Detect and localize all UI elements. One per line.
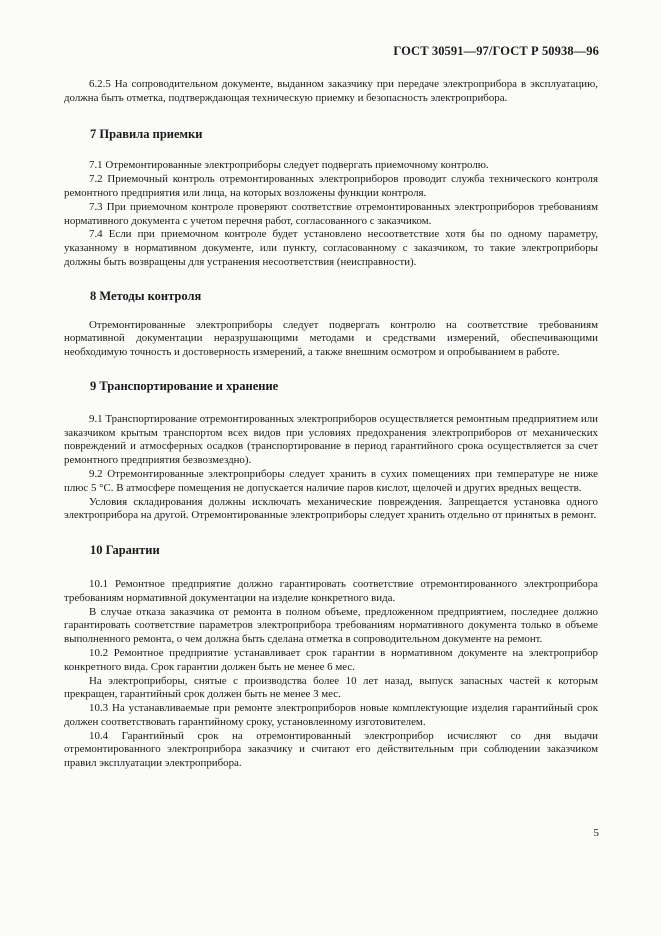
- page-number: 5: [593, 827, 599, 839]
- paragraph-10-4: 10.4 Гарантийный срок на отремонтированный электроприбор исчисляют со дня выдачи отремонтированного электроприбора заказчику и считают его действительным при соблюдении заказчиком правил эксплуатации электроприбора.: [64, 729, 598, 770]
- section-heading-9: 9 Транспортирование и хранение: [90, 378, 279, 393]
- paragraph-10-3: 10.3 На устанавливаемые при ремонте электроприборов новые комплектующие изделия гарантийный срок должен соответствовать гарантийному сроку, установленному изготовителем.: [64, 702, 598, 728]
- paragraph-9-1: 9.1 Транспортирование отремонтированных электроприборов осуществляется ремонтным предприятием или заказчиком крытым транспортом всех видов при условиях предохранения электроприборов от механических повреждений и атмосферных осадков (транспортирование в период гарантийного срока осуществляется за счет ремонтного предприятия безвозмездно).: [64, 412, 598, 467]
- paragraph-10-2: 10.2 Ремонтное предприятие устанавливает срок гарантии в нормативном документе на электроприбор конкретного вида. Срок гарантии должен быть не менее 6 мес.: [64, 646, 598, 673]
- document-body: [64, 78, 598, 771]
- paragraph-7-2: 7.2 Приемочный контроль отремонтированных электроприборов проводит служба технического контроля ремонтного предприятия или лица, на которых возложены функции контроля.: [64, 173, 598, 199]
- paragraph-7-1: 7.1 Отремонтированные электроприборы следует подвергать приемочному контролю.: [89, 159, 489, 172]
- paragraph-8: Отремонтированные электроприборы следует подвергать контролю на соответствие требованиям нормативной документации неразрушающими методами и средствами измерений, обеспечивающими необходимую точность и достоверность измерений, а также внешним осмотром и опробыванием в работе.: [64, 318, 598, 359]
- section-heading-7: 7 Правила приемки: [90, 126, 203, 141]
- section-heading-10: 10 Гарантии: [90, 543, 160, 558]
- paragraph-7-3: 7.3 При приемочном контроле проверяют соответствие отремонтированных электроприборов требованиям нормативного документа с учетом перечня работ, согласованного с заказчиком.: [64, 200, 598, 227]
- section-heading-8: 8 Методы контроля: [90, 288, 202, 303]
- paragraph-10-2-discontinued: На электроприборы, снятые с производства более 10 лет назад, выпуск запасных частей к которым прекращен, гарантийный срок должен быть не менее 3 мес.: [64, 674, 598, 701]
- paragraph-6-2-5: 6.2.5 На сопроводительном документе, выданном заказчику при передаче электроприбора в эксплуатацию, должна быть отметка, подтверждающая техническую приемку и безопасность электроприбора.: [64, 78, 598, 104]
- paragraph-9-2-storage: Условия складирования должны исключать механические повреждения. Запрещается установка одного электроприбора на другой. Отремонтированные электроприборы следует хранить отдельно от принятых в ремонт.: [64, 495, 598, 522]
- paragraph-7-4: 7.4 Если при приемочном контроле будет установлено несоответствие хотя бы по одному параметру, указанному в нормативном документе, или пункту, согласованному с заказчиком, то такие электроприборы должны быть возвращены для устранения несоответствия (неисправности).: [64, 228, 598, 268]
- paragraph-10-1-refusal: В случае отказа заказчика от ремонта в полном объеме, предложенном предприятием, последнее должно гарантировать соответствие параметров электроприбора требованиям нормативного документа только в объеме выполненного ремонта, о чем должна быть сделана отметка в сопроводительном документе на ремонт.: [64, 605, 598, 646]
- standard-designation: ГОСТ 30591—97/ГОСТ Р 50938—96: [393, 44, 599, 58]
- paragraph-10-1: 10.1 Ремонтное предприятие должно гарантировать соответствие отремонтированного электроприбора требованиям нормативной документации на изделие конкретного вида.: [64, 577, 598, 604]
- paragraph-9-2: 9.2 Отремонтированные электроприборы следует хранить в сухих помещениях при температуре не ниже плюс 5 °С. В атмосфере помещения не допускается наличие паров кислот, щелочей и других вредных веществ.: [64, 467, 598, 494]
